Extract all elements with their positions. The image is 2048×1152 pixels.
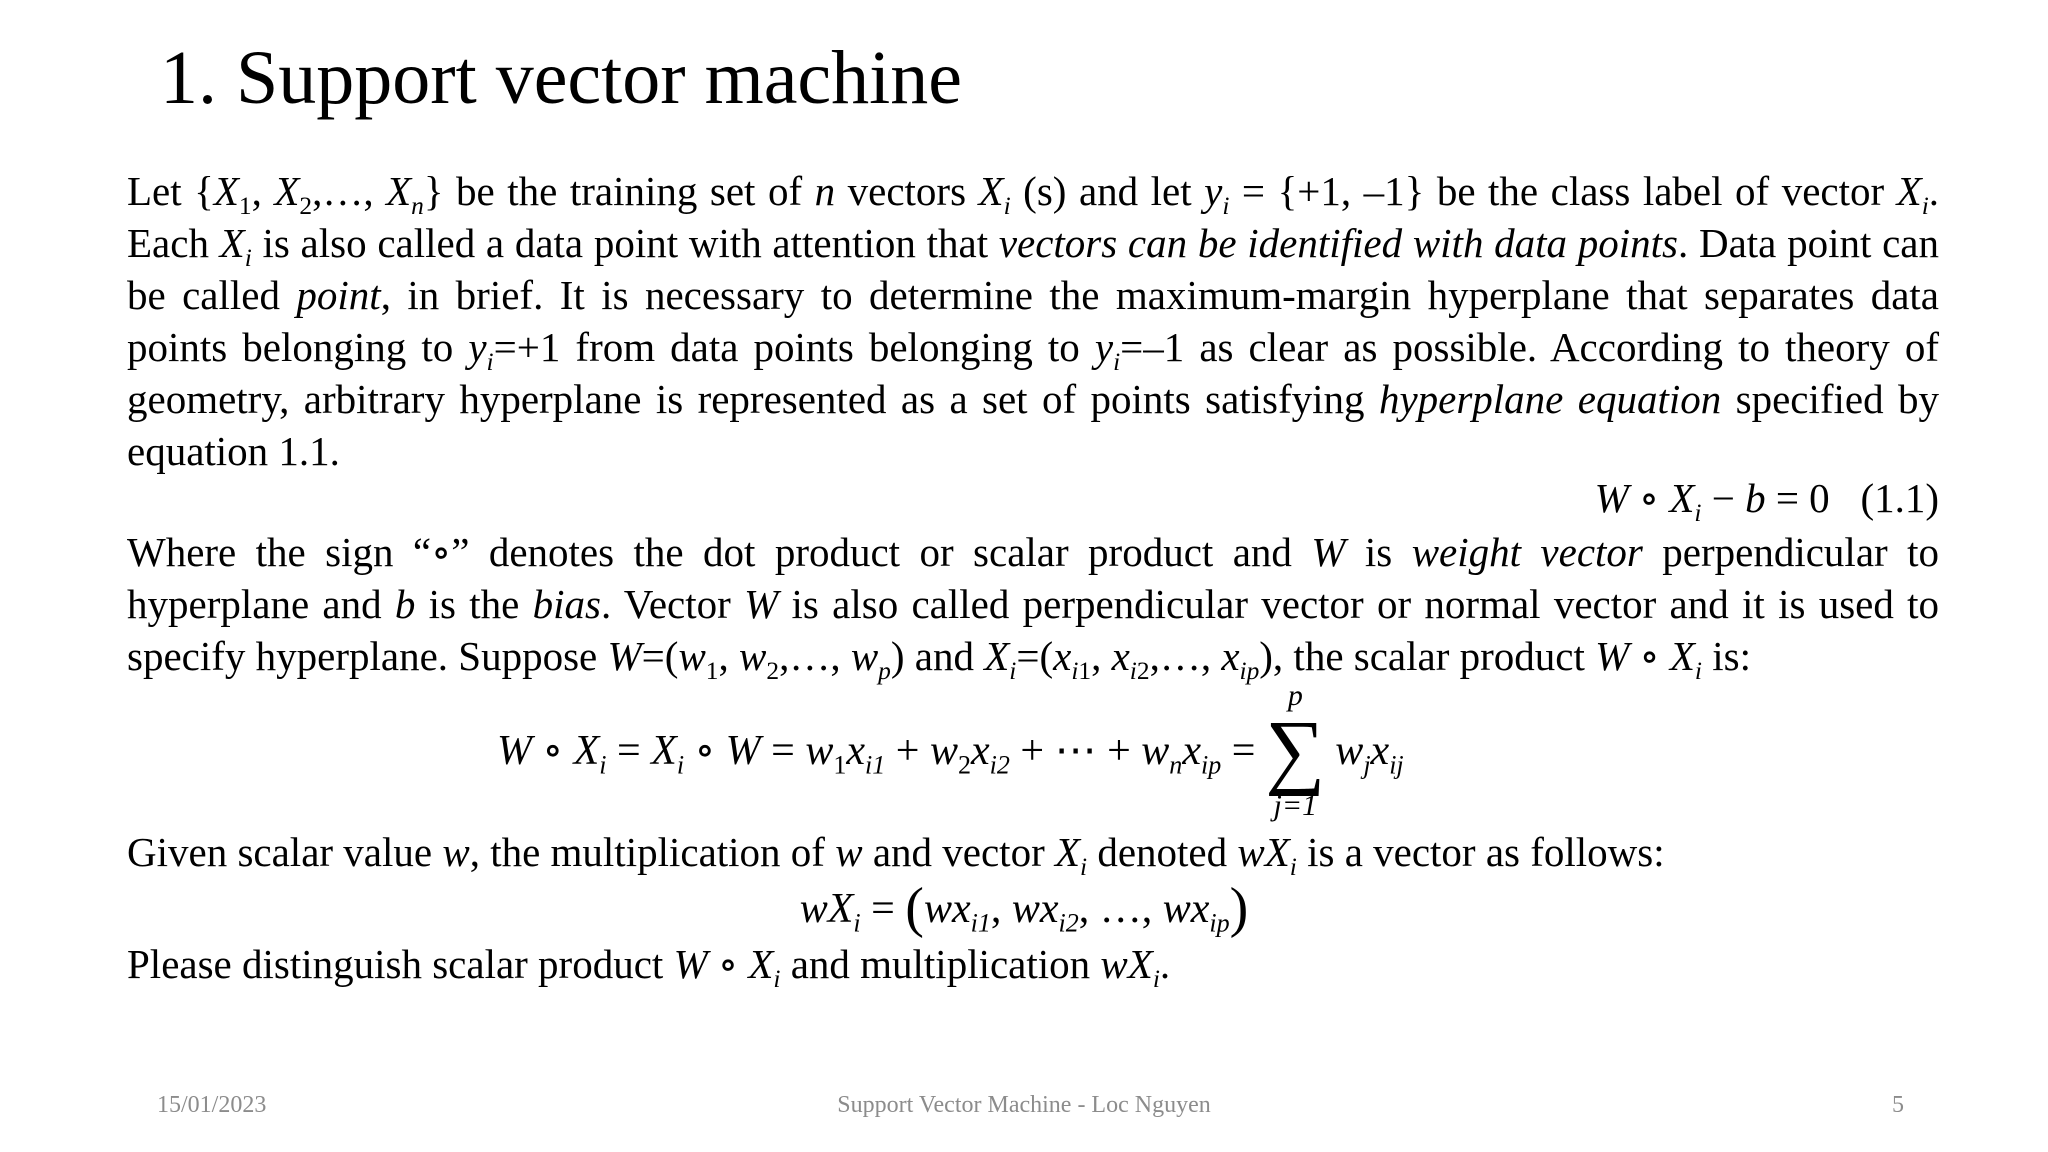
paragraph-1: Let {$X_1$, $X_2,\dots$, $X_n$} be the training set of n vectors $X_i$ (s) and let $y_i = \{+1$, –1} be the class label of vector $X_i$. Each $X_i$ is also called a data point with attention that vectors can be identified with data points. Data point can be called point, in brief. It is necessary to determine the maximum-margin hyperplane that separates data points belonging to $y_i=+1$ from data points belonging to $y_i=-1$ as clear as possible. According to theory of geometry, arbitrary hyperplane is represented as a set of points satisfying hyperplane equation specified by equation 1.1. — [127, 168, 1940, 474]
footer-date: 15/01/2023 — [157, 1092, 267, 1118]
slide-title: 1. Support vector machine — [160, 36, 963, 120]
page-number: 5 — [1892, 1092, 1904, 1118]
paragraph-3: Given scalar value w, the multiplication of w and vector $X_i$ denoted $wX_i$ is a vector as follows: — [127, 829, 1665, 882]
footer-title: Support Vector Machine - Loc Nguyen — [837, 1092, 1211, 1118]
equation-number: (1.1) — [1860, 475, 1939, 521]
summation-sign: p ∑ j=1 — [1265, 679, 1326, 822]
equation-scalar-product: W ∘ $X_i = X_i$ ∘ $W = w_1x_{i1} + w_2x_{i2}$ + ⋯ + $w_nx_{ip}$ = p ∑ j=1 $w_jx_{ij}$ — [497, 679, 1404, 822]
paragraph-2: Where the sign “∘” denotes the dot product or scalar product and W is weight vector perpendicular to hyperplane and b is the bias. Vector W is also called perpendicular vector or normal vector and it is used to specify hyperplane. Suppose $W=(w_1$, $w_2,\dots$, $w_p$) and $X_i=(x_{i1}$, $x_{i2},\dots$, $x_{ip}$), the scalar product W ∘ $X_i$ is: — [127, 529, 1940, 686]
paragraph-4: Please distinguish scalar product W ∘ $X_i$ and multiplication $wX_i$. — [127, 941, 1171, 994]
equation-1-1: W ∘ $X_i - b = 0$ (1.1) — [1594, 475, 1939, 528]
equation-multiplication: $wX_i = (wx_{i1}$, $wx_{i2}$, …, $wx_{ip}$) — [799, 877, 1249, 939]
